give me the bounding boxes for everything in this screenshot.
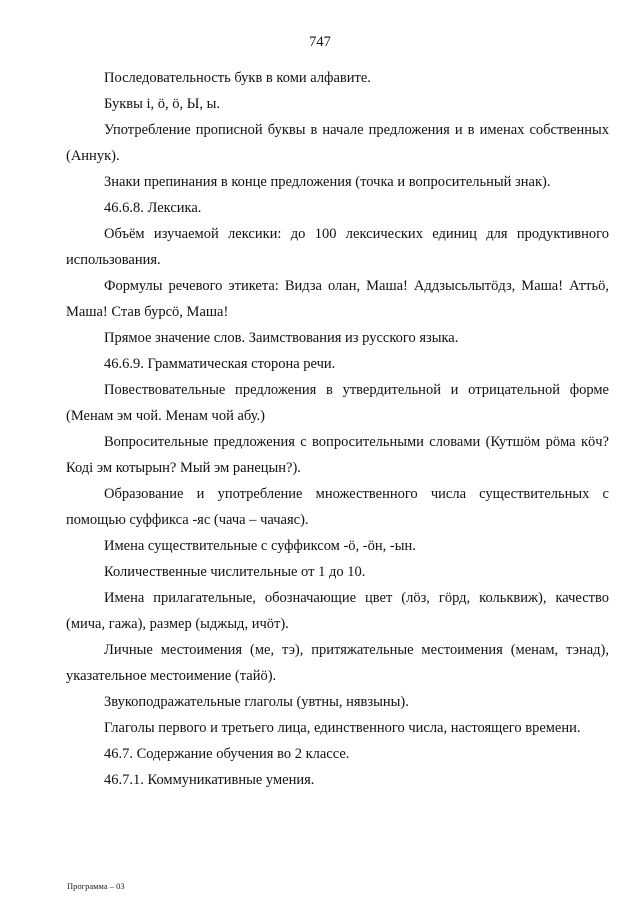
section-heading: 46.6.8. Лексика. bbox=[104, 200, 202, 216]
paragraph: Буквы і, ö, ӧ, Ы, ы. bbox=[104, 96, 221, 112]
paragraph: Глаголы первого и третьего лица, единственного числа, настоящего времени. bbox=[104, 720, 581, 736]
page-number: 747 bbox=[309, 34, 331, 50]
paragraph: Количественные числительные от 1 до 10. bbox=[104, 564, 366, 580]
paragraph: Знаки препинания в конце предложения (точка и вопросительный знак). bbox=[104, 174, 551, 190]
paragraph: Имена существительные с суффиксом -ӧ, -ӧн, -ын. bbox=[104, 538, 416, 554]
paragraph: Звукоподражательные глаголы (увтны, нявзыны). bbox=[104, 694, 409, 710]
paragraph: Формулы речевого этикета: Видза олан, Маша! Аддзысьлытӧдз, Маша! Аттьӧ, Маша! Став бурсӧ, Маша! bbox=[66, 278, 609, 320]
paragraph: Имена прилагательные, обозначающие цвет (лӧз, гӧрд, кольквиж), качество (мича, гажа), размер (ыджыд, ичӧт). bbox=[66, 590, 609, 632]
page-footer: Программа – 03 bbox=[67, 881, 125, 891]
paragraph: Повествовательные предложения в утвердительной и отрицательной форме (Менам эм чой. Менам чой абу.) bbox=[66, 382, 609, 424]
paragraph: Употребление прописной буквы в начале предложения и в именах собственных (Аннук). bbox=[66, 122, 609, 164]
paragraph: Образование и употребление множественного числа существительных с помощью суффикса -яс (чача – чачаяс). bbox=[66, 486, 609, 528]
section-heading: 46.7.1. Коммуникативные умения. bbox=[104, 772, 315, 788]
paragraph: Объём изучаемой лексики: до 100 лексических единиц для продуктивного использования. bbox=[66, 226, 609, 268]
paragraph: Вопросительные предложения с вопросительными словами (Кутшӧм рӧма кӧч? Кодi эм котырын? Мый эм ранецын?). bbox=[66, 434, 609, 476]
paragraph: Личные местоимения (ме, тэ), притяжательные местоимения (менам, тэнад), указательное местоимение (тайӧ). bbox=[66, 642, 609, 684]
section-heading: 46.6.9. Грамматическая сторона речи. bbox=[104, 356, 336, 372]
page-body bbox=[66, 65, 609, 793]
paragraph: Последовательность букв в коми алфавите. bbox=[104, 70, 371, 86]
section-heading: 46.7. Содержание обучения во 2 классе. bbox=[104, 746, 350, 762]
paragraph: Прямое значение слов. Заимствования из русского языка. bbox=[104, 330, 459, 346]
